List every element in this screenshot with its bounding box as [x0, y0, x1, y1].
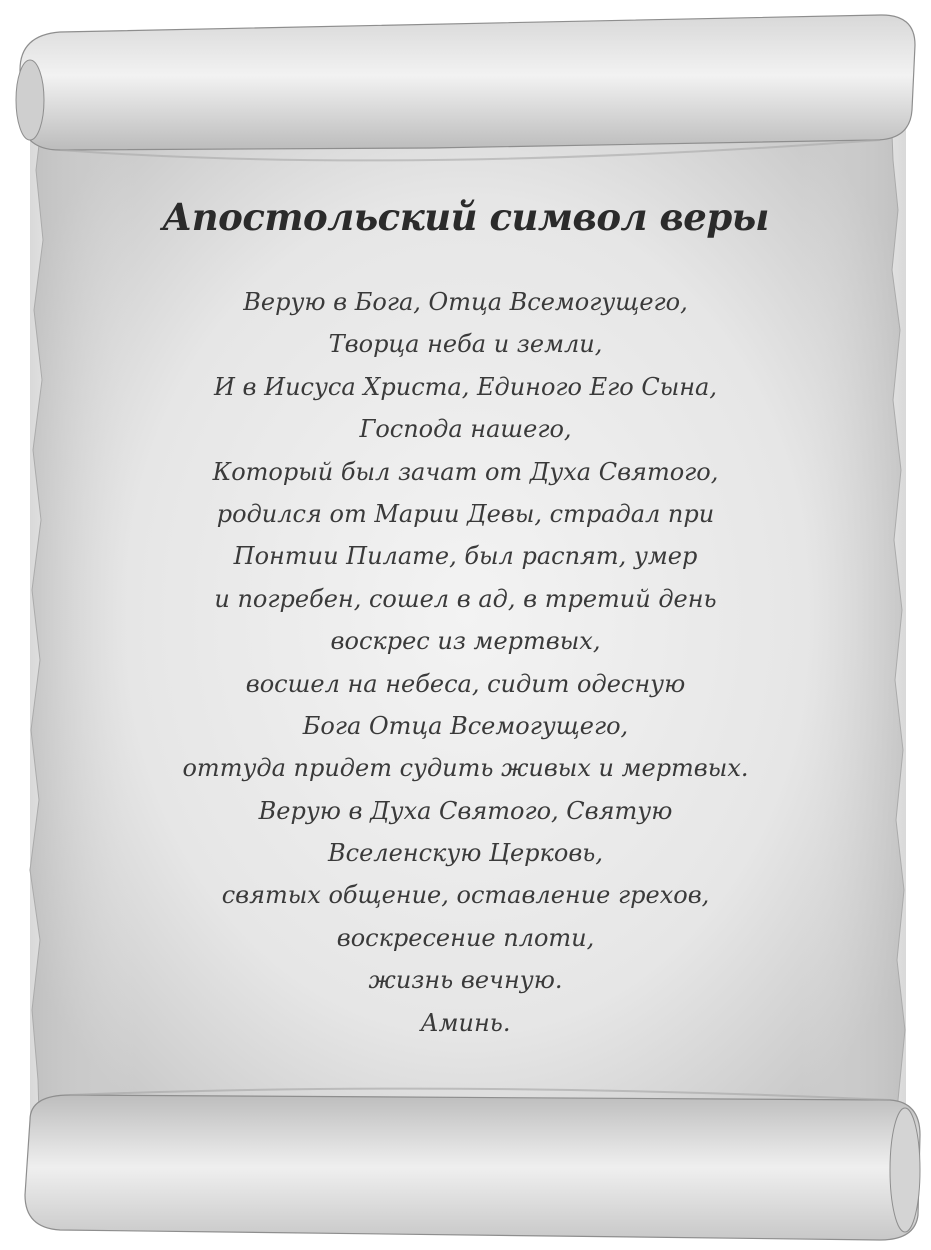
creed-line: Вселенскую Церковь, [328, 839, 603, 868]
creed-line: жизнь вечную. [368, 966, 563, 995]
creed-line: Верую в Духа Святого, Святую [258, 796, 673, 825]
creed-line: Творца неба и земли, [328, 330, 603, 359]
top-roll [20, 15, 915, 150]
creed-line: воскрес из мертвых, [330, 627, 601, 656]
creed-line: Господа нашего, [359, 415, 572, 444]
creed-line: Бога Отца Всемогущего, [302, 711, 629, 740]
creed-line: воскресение плоти, [336, 923, 595, 952]
creed-line: Который был зачат от Духа Святого, [212, 457, 719, 486]
creed-line: И в Иисуса Христа, Единого Его Сына, [214, 372, 717, 401]
creed-line: и погребен, сошел в ад, в третий день [214, 584, 717, 613]
creed-line: родился от Марии Девы, страдал при [216, 499, 715, 528]
page-title: Апостольский символ веры [162, 195, 769, 239]
creed-line: восшел на небеса, сидит одесную [245, 669, 686, 698]
creed-line: Аминь. [420, 1008, 511, 1037]
creed-line: Понтии Пилате, был распят, умер [233, 542, 698, 571]
creed-line: святых общение, оставление грехов, [221, 881, 710, 910]
creed-text [0, 281, 931, 1044]
bottom-roll [25, 1095, 920, 1240]
creed-line: оттуда придет судить живых и мертвых. [182, 754, 749, 783]
creed-line: Верую в Бога, Отца Всемогущего, [243, 288, 688, 316]
